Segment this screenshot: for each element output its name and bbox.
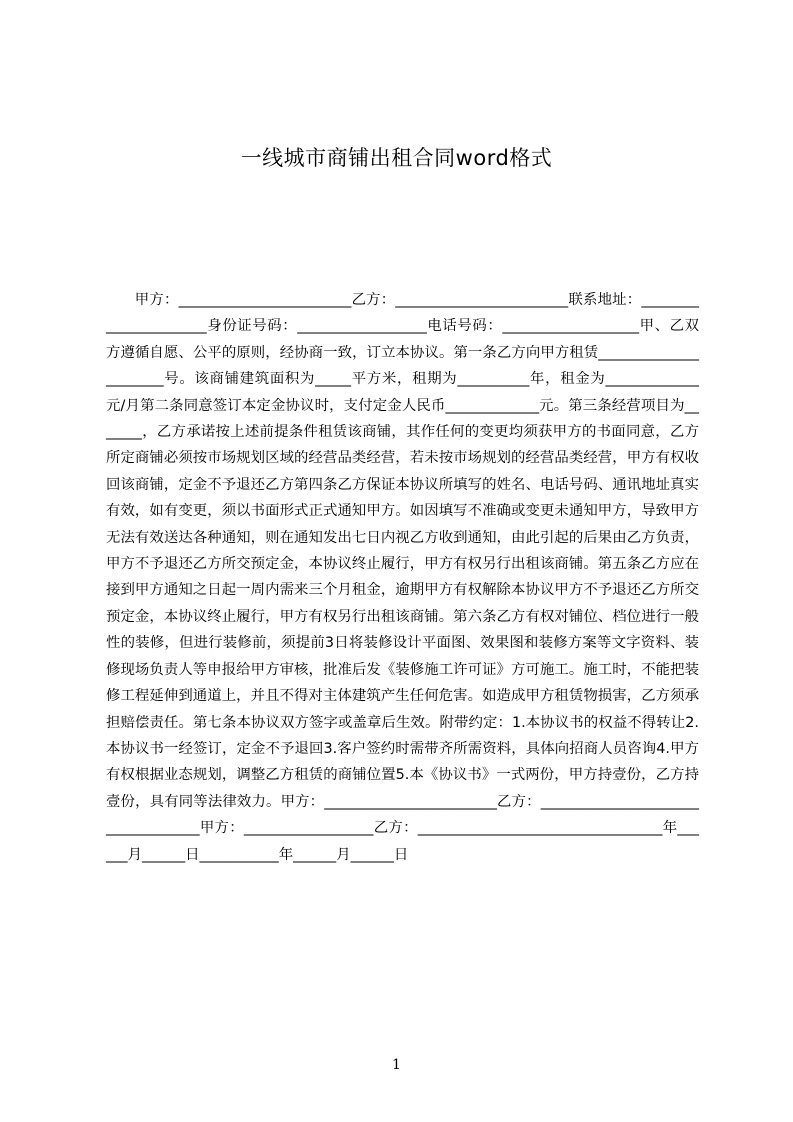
contract-body-text: 甲方：________________________乙方：________________________联系地址：______________________身份证号码：__________________电话号码：___________________甲、乙双方遵循自愿、公平的原则，经协商一致，订立本协议。第一条乙方向甲方租赁______________________号。该商铺建筑面积为_____平方米，租期为__________年，租金为_____________元/月第二条同意签订本定金协议时，支付定金人民币_____________元。第三条经营项目为_______，乙方承诺按上述前提条件租赁该商铺，其作任何的变更均须获甲方的书面同意，乙方所定商铺必须按市场规划区域的经营品类经营，若未按市场规划的经营品类经营，甲方有权收回该商铺，定金不予退还乙方第四条乙方保证本协议所填写的姓名、电话号码、通讯地址真实有效，如有变更，须以书面形式正式通知甲方。如因填写不准确或变更未通知甲方，导致甲方无法有效送达各种通知，则在通知发出七日内视乙方收到通知，由此引起的后果由乙方负责，甲方不予退还乙方所交预定金，本协议终止履行，甲方有权另行出租该商铺。第五条乙方应在接到甲方通知之日起一周内需来三个月租金，逾期甲方有权解除本协议甲方不予退还乙方所交预定金，本协议终止履行，甲方有权另行出租该商铺。第六条乙方有权对铺位、档位进行一般性的装修，但进行装修前，须提前3日将装修设计平面图、效果图和装修方案等文字资料、装修现场负责人等申报给甲方审核，批准后发《装修施工许可证》方可施工。施工时，不能把装修工程延伸到通道上，并且不得对主体建筑产生任何危害。如造成甲方租赁物损害，乙方须承担赔偿责任。第七条本协议双方签字或盖章后生效。附带约定：1.本协议书的权益不得转让2.本协议书一经签订，定金不予退回3.客户签约时需带齐所需资料，具体向招商人员咨询4.甲方有权根据业态规划，调整乙方租赁的商铺位置5.本《协议书》一式两份，甲方持壹份，乙方持壹份，具有同等法律效力。甲方：________________________乙方：___________________________________甲方：__________________乙方：__________________________________年______月______日___________年______月______日 (106, 292, 699, 863)
document-title: 一线城市商铺出租合同word格式 (240, 146, 553, 170)
page-number: 1 (392, 1057, 401, 1073)
